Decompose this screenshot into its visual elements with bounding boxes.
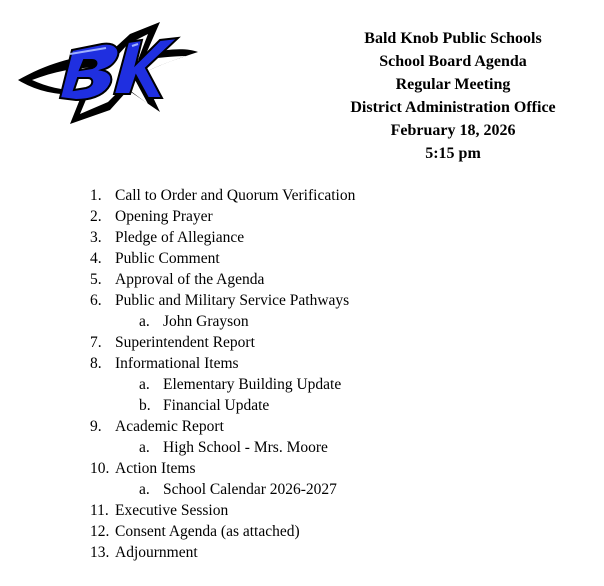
- agenda-header: [298, 27, 604, 165]
- subitem-letter: a.: [139, 313, 150, 330]
- item-number: 11.: [90, 502, 109, 519]
- agenda-subitem: [0, 395, 604, 416]
- agenda-item: [0, 521, 604, 542]
- agenda-item: [0, 332, 604, 353]
- item-number: 12.: [90, 523, 110, 540]
- agenda-subitem: [0, 479, 604, 500]
- subitem-text: School Calendar 2026-2027: [163, 481, 337, 498]
- agenda-item: [0, 227, 604, 248]
- item-number: 1.: [90, 187, 102, 204]
- agenda-list: [0, 185, 604, 563]
- item-number: 2.: [90, 208, 102, 225]
- agenda-item: [0, 269, 604, 290]
- item-text: Public and Military Service Pathways: [115, 292, 350, 309]
- agenda-item: [0, 248, 604, 269]
- subitem-text: Elementary Building Update: [163, 376, 342, 393]
- agenda-item: [0, 353, 604, 374]
- item-text: Approval of the Agenda: [115, 271, 265, 288]
- agenda-item: [0, 542, 604, 563]
- item-number: 3.: [90, 229, 102, 246]
- item-text: Action Items: [115, 460, 196, 477]
- item-text: Public Comment: [115, 250, 220, 267]
- item-text: Academic Report: [115, 418, 224, 435]
- subitem-letter: a.: [139, 481, 150, 498]
- item-number: 4.: [90, 250, 102, 267]
- item-text: Adjournment: [115, 544, 198, 561]
- agenda-subitem: [0, 437, 604, 458]
- district-name: Bald Knob Public Schools: [364, 30, 542, 47]
- item-number: 7.: [90, 334, 102, 351]
- agenda-item: [0, 206, 604, 227]
- item-number: 6.: [90, 292, 102, 309]
- item-text: Superintendent Report: [115, 334, 255, 351]
- item-number: 5.: [90, 271, 102, 288]
- item-number: 9.: [90, 418, 102, 435]
- subitem-letter: a.: [139, 376, 150, 393]
- agenda-subitem: [0, 374, 604, 395]
- item-number: 13.: [90, 544, 110, 561]
- subitem-text: Financial Update: [163, 397, 270, 414]
- agenda-item: [0, 185, 604, 206]
- bk-logo: [10, 14, 200, 130]
- item-text: Pledge of Allegiance: [115, 229, 245, 246]
- agenda-item: [0, 416, 604, 437]
- item-number: 8.: [90, 355, 102, 372]
- agenda-item: [0, 458, 604, 479]
- agenda-subitem: [0, 311, 604, 332]
- item-number: 10.: [90, 460, 110, 477]
- subitem-letter: a.: [139, 439, 150, 456]
- bk-logo-graphic: [10, 14, 200, 130]
- meeting-time: 5:15 pm: [425, 145, 481, 162]
- subitem-text: High School - Mrs. Moore: [163, 439, 328, 456]
- agenda-item: [0, 500, 604, 521]
- document-title: School Board Agenda: [379, 53, 527, 70]
- meeting-location: District Administration Office: [350, 99, 556, 116]
- item-text: Informational Items: [115, 355, 239, 372]
- subitem-letter: b.: [139, 397, 151, 414]
- item-text: Consent Agenda (as attached): [115, 523, 300, 540]
- meeting-type: Regular Meeting: [395, 76, 511, 93]
- agenda-item: [0, 290, 604, 311]
- meeting-date: February 18, 2026: [390, 122, 516, 139]
- item-text: Executive Session: [115, 502, 229, 519]
- item-text: Opening Prayer: [115, 208, 213, 225]
- subitem-text: John Grayson: [163, 313, 249, 330]
- item-text: Call to Order and Quorum Verification: [115, 187, 356, 204]
